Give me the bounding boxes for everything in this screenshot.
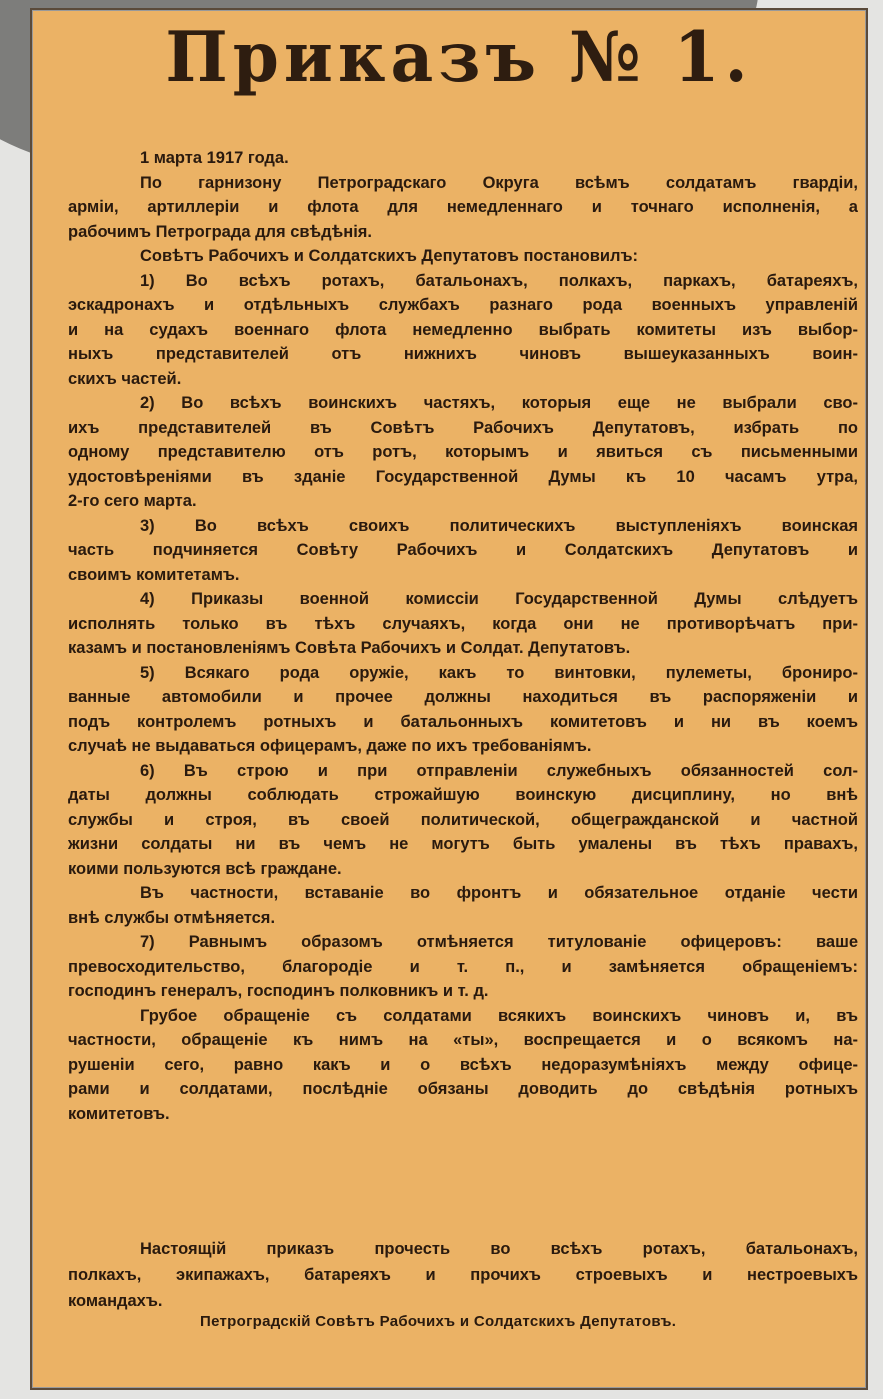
document-body <box>68 146 858 1126</box>
paragraph <box>68 391 858 514</box>
text-line: подъ контролемъ ротныхъ и батальонныхъ комитетовъ и ни въ коемъ <box>68 712 858 731</box>
paragraph <box>68 1004 858 1127</box>
text-line: ихъ представителей въ Совѣтъ Рабочихъ Депутатовъ, избрать по <box>68 418 858 437</box>
text-line: даты должны соблюдать строжайшую воинскую дисциплину, но внѣ <box>68 786 858 804</box>
text-line: своимъ комитетамъ. <box>68 565 240 584</box>
text-line: 2) Во всѣхъ воинскихъ частяхъ, которыя еще не выбрали сво- <box>140 394 858 412</box>
text-line: казамъ и постановленіямъ Совѣта Рабочихъ и Солдат. Депутатовъ. <box>68 639 631 657</box>
paragraph <box>68 171 858 245</box>
text-line: исполнять только въ тѣхъ случаяхъ, когда они не противорѣчатъ при- <box>68 614 858 633</box>
text-line: Въ частности, вставаніе во фронтъ и обязательное отданіе чести <box>140 884 858 902</box>
text-line: коими пользуются всѣ граждане. <box>68 859 342 878</box>
text-line: службы и строя, въ своей политической, общегражданской и частной <box>68 810 858 829</box>
paragraph <box>68 587 858 661</box>
closing-paragraph <box>68 1236 858 1314</box>
text-line: частности, обращеніе къ нимъ на «ты», воспрещается и о всякомъ на- <box>68 1031 858 1049</box>
text-line: 1 марта 1917 года. <box>140 149 289 167</box>
text-line: 2-го сего марта. <box>68 492 197 510</box>
text-line: 3) Во всѣхъ своихъ политическихъ выступленіяхъ воинская <box>140 516 858 535</box>
paragraph <box>68 930 858 1004</box>
paragraph <box>68 759 858 882</box>
paragraph <box>68 514 858 588</box>
text-line: Грубое обращеніе съ солдатами всякихъ воинскихъ чиновъ и, въ <box>140 1006 858 1025</box>
signature: Петроградскій Совѣтъ Рабочихъ и Солдатскихъ Депутатовъ. <box>200 1313 677 1330</box>
text-line: комитетовъ. <box>68 1104 170 1123</box>
text-line: удостовѣреніями въ зданіе Государственной Думы къ 10 часамъ утра, <box>68 467 858 486</box>
paragraph <box>68 244 858 269</box>
text-line: рами и солдатами, послѣдніе обязаны доводить до свѣдѣнія ротныхъ <box>68 1080 858 1098</box>
text-line: случаѣ не выдаваться офицерамъ, даже по ихъ требованіямъ. <box>68 737 592 755</box>
paragraph <box>68 661 858 759</box>
text-line: господинъ генералъ, господинъ полковникъ и т. д. <box>68 982 489 1000</box>
text-line: рабочимъ Петрограда для свѣдѣнія. <box>68 222 372 241</box>
paragraph <box>68 881 858 930</box>
text-line: арміи, артиллеріи и флота для немедленнаго и точнаго исполненія, а <box>68 198 858 216</box>
text-line: и на судахъ военнаго флота немедленно выбрать комитеты изъ выбор- <box>68 320 858 339</box>
text-line: одному представителю отъ ротъ, которымъ и явиться съ письменными <box>68 443 858 461</box>
paragraph <box>68 146 858 171</box>
text-line: скихъ частей. <box>68 369 182 388</box>
document-title: Приказъ № 1. <box>165 16 753 98</box>
text-line: эскадронахъ и отдѣльныхъ службахъ разнаго рода военныхъ управленій <box>68 296 858 314</box>
paragraph <box>68 269 858 392</box>
text-line: 5) Всякаго рода оружіе, какъ то винтовки, пулеметы, брониро- <box>140 663 858 682</box>
text-line: полкахъ, экипажахъ, батареяхъ и прочихъ строевыхъ и нестроевыхъ <box>68 1266 858 1284</box>
text-line: жизни солдаты ни въ чемъ не могутъ быть умалены въ тѣхъ правахъ, <box>68 835 858 853</box>
text-line: превосходительство, благородіе и т. п., и замѣняется обращеніемъ: <box>68 957 858 976</box>
text-line: По гарнизону Петроградскаго Округа всѣмъ солдатамъ гвардіи, <box>140 173 858 192</box>
text-line: внѣ службы отмѣняется. <box>68 908 276 927</box>
text-line: Совѣтъ Рабочихъ и Солдатскихъ Депутатовъ постановилъ: <box>140 247 639 265</box>
text-line: 1) Во всѣхъ ротахъ, батальонахъ, полкахъ, паркахъ, батареяхъ, <box>140 271 858 290</box>
text-line: 4) Приказы военной комиссіи Государственной Думы слѣдуетъ <box>140 590 858 608</box>
text-line: командахъ. <box>68 1292 163 1310</box>
text-line: часть подчиняется Совѣту Рабочихъ и Солдатскихъ Депутатовъ и <box>68 541 858 559</box>
text-line: рушеніи сего, равно какъ и о всѣхъ недоразумѣніяхъ между офице- <box>68 1055 858 1074</box>
text-line: ванные автомобили и прочее должны находиться въ распоряженіи и <box>68 688 858 706</box>
text-line: 7) Равнымъ образомъ отмѣняется титулованіе офицеровъ: ваше <box>140 933 858 951</box>
text-line: ныхъ представителей отъ нижнихъ чиновъ вышеуказанныхъ воин- <box>68 345 858 363</box>
text-line: Настоящій приказъ прочесть во всѣхъ ротахъ, батальонахъ, <box>140 1240 858 1258</box>
text-line: 6) Въ строю и при отправленіи служебныхъ обязанностей сол- <box>140 761 858 780</box>
